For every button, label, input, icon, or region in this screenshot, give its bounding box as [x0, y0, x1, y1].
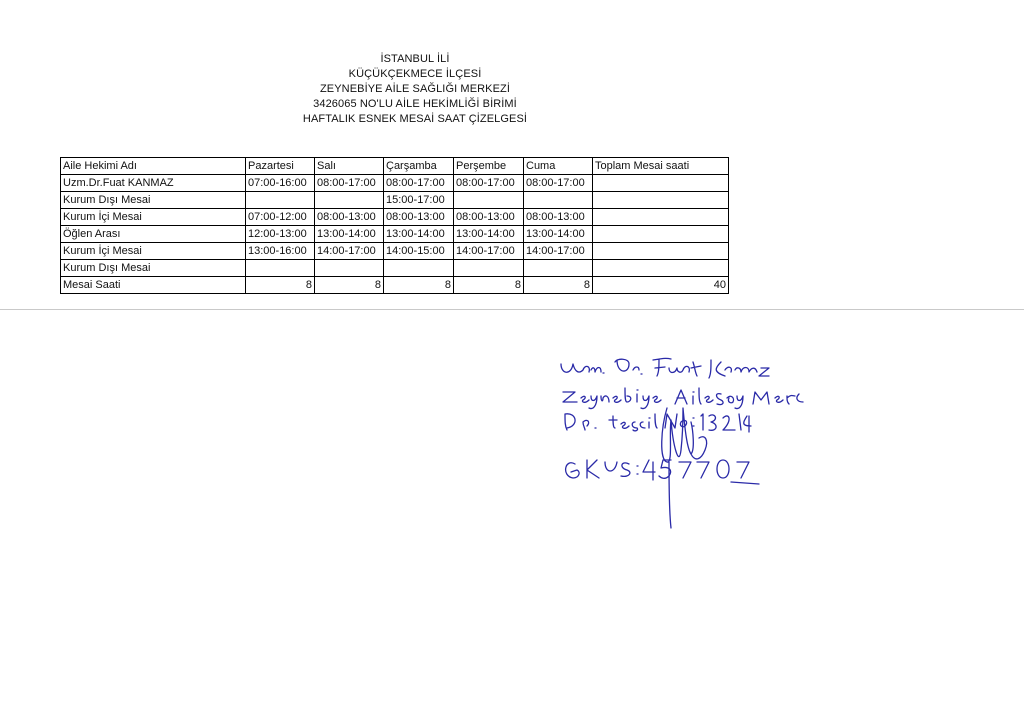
total-hours-cell: 40: [593, 277, 729, 294]
table-cell: 07:00-12:00: [246, 209, 315, 226]
table-cell: 08:00-17:00: [315, 175, 384, 192]
row-label: Mesai Saati: [61, 277, 246, 294]
table-cell: 13:00-14:00: [384, 226, 454, 243]
table-cell: [454, 260, 524, 277]
table-cell: 07:00-16:00: [246, 175, 315, 192]
row-label: Kurum Dışı Mesai: [61, 192, 246, 209]
table-row: [61, 175, 729, 192]
table-row: [61, 226, 729, 243]
header-cell-wednesday: Çarşamba: [384, 158, 454, 175]
table-cell: 14:00-17:00: [315, 243, 384, 260]
table-header-row: [61, 158, 729, 175]
table-row: [61, 192, 729, 209]
table-cell: 13:00-16:00: [246, 243, 315, 260]
table-cell: 15:00-17:00: [384, 192, 454, 209]
document-title: HAFTALIK ESNEK MESAİ SAAT ÇİZELGESİ: [302, 113, 528, 125]
hours-cell: 8: [454, 277, 524, 294]
hours-cell: 8: [246, 277, 315, 294]
header-line-unit: 3426065 NO'LU AİLE HEKİMLİĞİ BİRİMİ: [313, 98, 517, 110]
table-cell: [593, 243, 729, 260]
page-divider: [0, 309, 1024, 310]
table-row: [61, 243, 729, 260]
header-line-district: KÜÇÜKÇEKMECE İLÇESİ: [348, 68, 482, 80]
header-cell-friday: Cuma: [524, 158, 593, 175]
header-line-health-center: ZEYNEBİYE AİLE SAĞLIĞI MERKEZİ: [319, 83, 511, 95]
table-cell: [593, 260, 729, 277]
table-cell: 13:00-14:00: [315, 226, 384, 243]
table-cell: 08:00-13:00: [524, 209, 593, 226]
header-cell-doctor-name: Aile Hekimi Adı: [61, 158, 246, 175]
row-label: Uzm.Dr.Fuat KANMAZ: [61, 175, 246, 192]
handwritten-signature-stamp: [555, 350, 815, 540]
table-cell: 14:00-17:00: [524, 243, 593, 260]
table-cell: 08:00-13:00: [454, 209, 524, 226]
table-row: [61, 260, 729, 277]
header-cell-monday: Pazartesi: [246, 158, 315, 175]
weekly-schedule-table: [60, 157, 729, 294]
table-cell: [593, 175, 729, 192]
table-cell: [593, 226, 729, 243]
hours-cell: 8: [524, 277, 593, 294]
table-cell: [524, 192, 593, 209]
table-row: [61, 209, 729, 226]
row-label: Kurum İçi Mesai: [61, 209, 246, 226]
row-label: Öğlen Arası: [61, 226, 246, 243]
document-header: [0, 52, 830, 127]
table-cell: [593, 192, 729, 209]
table-cell: 08:00-17:00: [524, 175, 593, 192]
header-cell-total-hours: Toplam Mesai saati: [593, 158, 729, 175]
table-cell: 13:00-14:00: [454, 226, 524, 243]
table-cell: 14:00-15:00: [384, 243, 454, 260]
hours-cell: 8: [315, 277, 384, 294]
table-cell: 13:00-14:00: [524, 226, 593, 243]
table-cell: 12:00-13:00: [246, 226, 315, 243]
header-line-province: İSTANBUL İLİ: [380, 53, 450, 65]
table-cell: [454, 192, 524, 209]
table-cell: [315, 192, 384, 209]
table-cell: [524, 260, 593, 277]
table-cell: 08:00-13:00: [384, 209, 454, 226]
table-total-row: [61, 277, 729, 294]
header-cell-thursday: Perşembe: [454, 158, 524, 175]
table-cell: [384, 260, 454, 277]
table-cell: [246, 192, 315, 209]
table-cell: 08:00-17:00: [384, 175, 454, 192]
row-label: Kurum Dışı Mesai: [61, 260, 246, 277]
table-cell: 08:00-13:00: [315, 209, 384, 226]
table-cell: 14:00-17:00: [454, 243, 524, 260]
header-cell-tuesday: Salı: [315, 158, 384, 175]
row-label: Kurum İçi Mesai: [61, 243, 246, 260]
table-cell: [593, 209, 729, 226]
table-cell: [246, 260, 315, 277]
hours-cell: 8: [384, 277, 454, 294]
table-cell: [315, 260, 384, 277]
table-cell: 08:00-17:00: [454, 175, 524, 192]
